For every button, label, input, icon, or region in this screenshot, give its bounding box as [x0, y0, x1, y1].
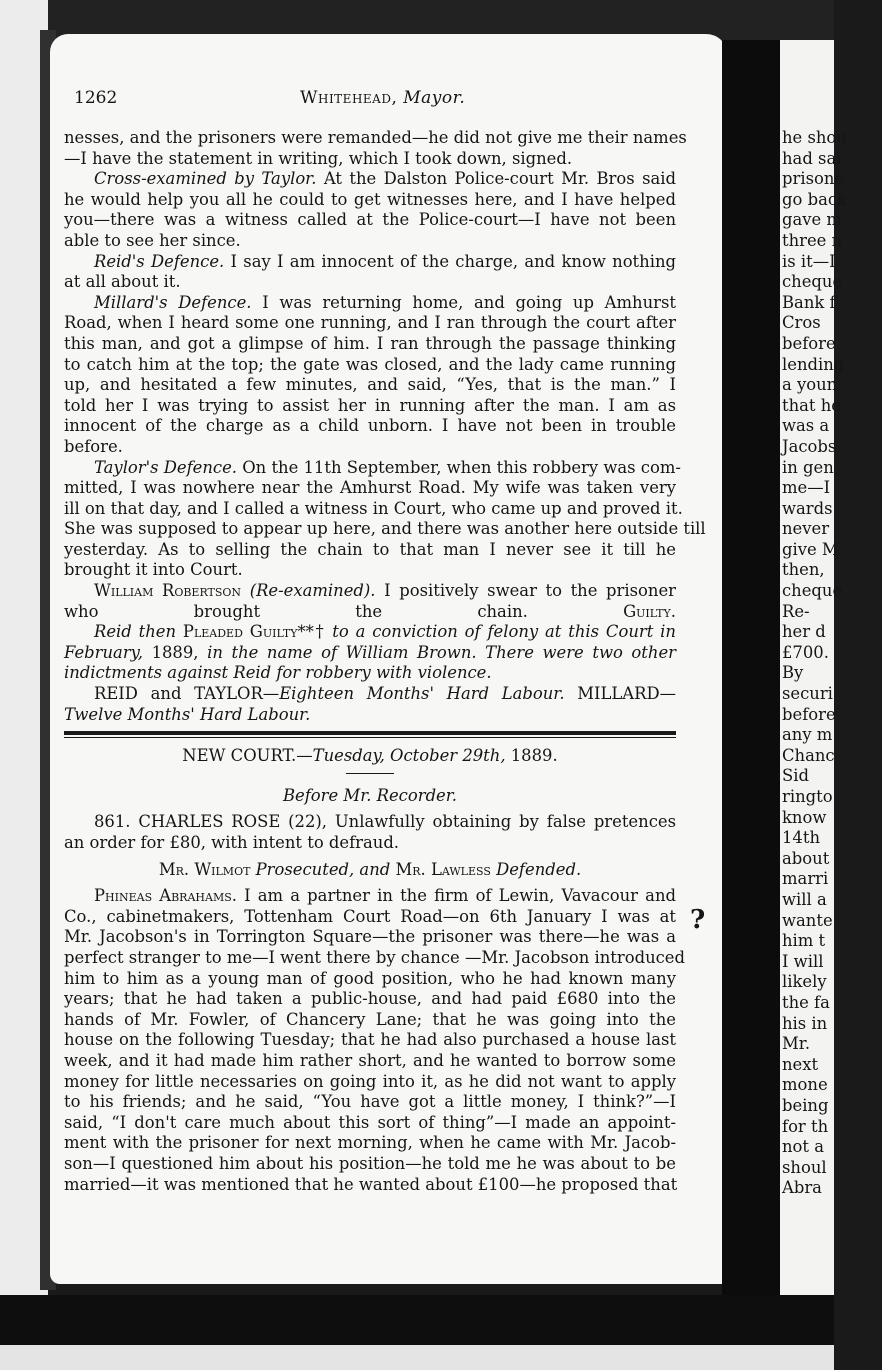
text-line: indictments against Reid for robbery with violence. [64, 663, 492, 683]
facing-page-line: Re- [782, 601, 810, 621]
verdict: Guilty. [623, 601, 676, 621]
facing-page-line: likely [782, 972, 827, 992]
text-line: perfect stranger to me—I went there by chance —Mr. Jacobson introduced [64, 947, 686, 967]
text-line: before. [64, 436, 123, 456]
facing-page-line: for th [782, 1116, 829, 1136]
text-line: up, and hesitated a few minutes, and said, “Yes, that is the man.” I [64, 375, 676, 395]
facing-page-line: wards [782, 498, 833, 518]
text-line: brought it into Court. [64, 560, 243, 580]
text-line: nesses, and the prisoners were remanded—he did not give me their names [64, 128, 687, 147]
facing-page-line: is it—I [782, 251, 836, 271]
facing-page-line: next [782, 1054, 819, 1074]
sentence-line: REID and TAYLOR—Eighteen Months' Hard Labour. MILLARD— [94, 684, 676, 704]
text-line: you—there was a witness called at the Police-court—I have not been [64, 210, 676, 230]
facing-page-line: him t [782, 931, 826, 951]
facing-page-line: was a [782, 416, 830, 436]
text-line: an order for £80, with intent to defraud. [64, 833, 400, 852]
text-line: married—it was mentioned that he wanted about £100—he proposed that [64, 1174, 678, 1194]
facing-page-line: marri [782, 869, 829, 889]
running-head [300, 88, 465, 108]
text-line: ill on that day, and I called a witness in Court, who came up and proved it. [64, 498, 683, 518]
text-line: years; that he had taken a public-house, and had paid £680 into the [64, 989, 676, 1009]
text-line: Mr. Jacobson's in Torrington Square—the prisoner was there—he was a [64, 927, 676, 947]
text-line: house on the following Tuesday; that he had also purchased a house last [64, 1030, 676, 1050]
testimony-paragraph: Phineas Abrahams. I am a partner in the firm of Lewin, Vavacour and [94, 886, 677, 906]
facing-page-line: then, [782, 560, 825, 580]
facing-page-line: Bank f [782, 292, 836, 312]
text-line: to catch him at the top; the gate was closed, and the lady came running [64, 354, 676, 374]
scan-bottom-strip [0, 1345, 834, 1370]
text-line: him to him as a young man of good position, who he had known many [64, 968, 676, 988]
text-line: yesterday. As to selling the chain to that man I never see it till he [64, 539, 676, 559]
facing-page-line: cheque [782, 272, 843, 292]
book-gutter [722, 40, 780, 1295]
counsel-line: Mr. Wilmot Prosecuted, and Mr. Lawless Defended. [158, 859, 582, 879]
facing-page-line: not a [782, 1137, 824, 1157]
facing-page-line: prisone [782, 169, 845, 189]
facing-page-line: had sai [782, 148, 842, 168]
text-line: hands of Mr. Fowler, of Chancery Lane; that he was going into the [64, 1009, 676, 1029]
facing-page-line: before [782, 333, 836, 353]
facing-page-line: his in [782, 1013, 828, 1033]
text-line: money for little necessaries on going into it, as he did not want to apply [64, 1071, 676, 1091]
margin-annotation: ? [690, 905, 706, 935]
text-column [64, 128, 706, 1195]
facing-page-line: wante [782, 910, 833, 930]
facing-page-line: Cros [782, 313, 821, 333]
facing-page-line: being [782, 1095, 829, 1115]
facing-page-line: £700. [782, 642, 829, 662]
facing-page-line: never [782, 519, 830, 539]
facing-page-line: in gen [782, 457, 834, 477]
text-line: this man, and got a glimpse of him. I ran through the passage thinking [64, 333, 676, 353]
text-line: told her I was trying to assist her in running after the man. I am as [64, 395, 676, 415]
facing-page-text [780, 128, 882, 1199]
text-line: Co., cabinetmakers, Tottenham Court Road—on 6th January I was at [64, 906, 676, 926]
facing-page-line: a youn [782, 375, 838, 395]
verdict-line: who brought the chain. Guilty. [64, 601, 676, 621]
case-heading: 861. CHARLES ROSE (22), Unlawfully obtaining by false pretences [94, 812, 676, 832]
plea-paragraph: Reid then Pleaded Guilty**† to a conviction of felony at this Court in [94, 622, 676, 642]
text-line: at all about it. [64, 272, 181, 292]
facing-page-line: three n [782, 230, 843, 250]
facing-page-line: mone [782, 1075, 828, 1095]
text-line: Road, when I heard some one running, and I ran through the court after [64, 313, 676, 333]
section-rule-thin [64, 737, 676, 738]
text-line: said, “I don't care much about this sort of thing”—I made an appoint- [64, 1112, 676, 1132]
cross-examination-paragraph: Cross-examined by Taylor. At the Dalston Police-court Mr. Bros said [94, 169, 676, 189]
robertson-paragraph: William Robertson (Re-examined). I positively swear to the prisoner [94, 581, 676, 601]
paragraph-label: Taylor's Defence. [94, 457, 238, 477]
paragraph-label: Reid's Defence. [94, 251, 225, 271]
facing-page-line: ringto [782, 787, 833, 806]
text-line: She was supposed to appear up here, and there was another here outside till [64, 519, 706, 539]
facing-page-line: know [782, 807, 827, 827]
facing-page-line: the fa [782, 992, 830, 1012]
facing-page-line: By [782, 663, 804, 683]
text-line: son—I questioned him about his position—he told me he was about to be [64, 1153, 676, 1173]
facing-page-line: 14th [782, 828, 820, 848]
facing-page-line: her d [782, 622, 826, 642]
text-line: week, and it had made him rather short, and he wanted to borrow some [64, 1050, 676, 1070]
facing-page-line: that he [782, 395, 841, 415]
court-heading: NEW COURT.—Tuesday, October 29th, 1889. [182, 746, 558, 766]
section-rule-thick [64, 731, 676, 735]
witness-name: William Robertson [94, 581, 242, 601]
page-number: 1262 [74, 88, 118, 108]
running-head-title: Mayor. [403, 88, 466, 108]
witness-name: Phineas Abrahams. [94, 886, 237, 906]
facing-page-line: before [782, 704, 836, 724]
facing-page-line: give M [782, 539, 839, 559]
text-line: February, 1889, in the name of William Brown. There were two other [64, 642, 676, 662]
text-line: innocent of the charge as a child unborn. I have not been in trouble [64, 416, 676, 436]
reid-defence-paragraph: Reid's Defence. I say I am innocent of the charge, and know nothing [94, 251, 676, 271]
text-line: he would help you all he could to get witnesses here, and I have helped [64, 189, 676, 209]
facing-page-line: Jacobs [782, 436, 837, 456]
facing-page-line: gave m [782, 210, 842, 230]
text-line: mitted, I was nowhere near the Amhurst Road. My wife was taken very [64, 478, 676, 498]
taylor-defence-paragraph: Taylor's Defence. On the 11th September, when this robbery was com- [94, 457, 681, 477]
facing-page-line: Mr. [782, 1034, 811, 1054]
text-line: Twelve Months' Hard Labour. [64, 704, 311, 724]
facing-page-line: Sid [782, 766, 809, 786]
facing-page-line: Chanc [782, 745, 835, 765]
facing-page-line: securi [782, 684, 833, 704]
running-head-name: Whitehead, [300, 88, 398, 108]
facing-page-line: lending [782, 354, 845, 374]
facing-page-line: me—I [782, 478, 831, 498]
facing-page-line: I will [782, 951, 824, 971]
plea: Pleaded Guilty**† [182, 622, 326, 642]
text-line: —I have the statement in writing, which I took down, signed. [64, 148, 573, 168]
facing-page-line: shoul [782, 1157, 827, 1177]
facing-page-line: will a [782, 889, 827, 909]
paragraph-label: Cross-examined by Taylor. [94, 169, 317, 189]
facing-page-line: Abra [782, 1178, 822, 1198]
text-line: ment with the prisoner for next morning, when he came with Mr. Jacob- [64, 1133, 676, 1153]
millard-defence-paragraph: Millard's Defence. I was returning home, and going up Amhurst [94, 292, 676, 312]
facing-page-line: go back [782, 189, 847, 209]
text-line: able to see her since. [64, 230, 241, 250]
judge-heading: Before Mr. Recorder. [282, 785, 458, 805]
facing-page-line: any m [782, 725, 833, 745]
facing-page-line: he shou [782, 128, 847, 147]
short-rule [346, 773, 394, 774]
facing-page-line: about [782, 848, 830, 868]
paragraph-label: Millard's Defence. [94, 292, 252, 312]
facing-page [780, 40, 847, 1295]
text-line: to his friends; and he said, “You have got a little money, I think?”—I [64, 1092, 676, 1112]
facing-page-line: cheque [782, 581, 843, 601]
